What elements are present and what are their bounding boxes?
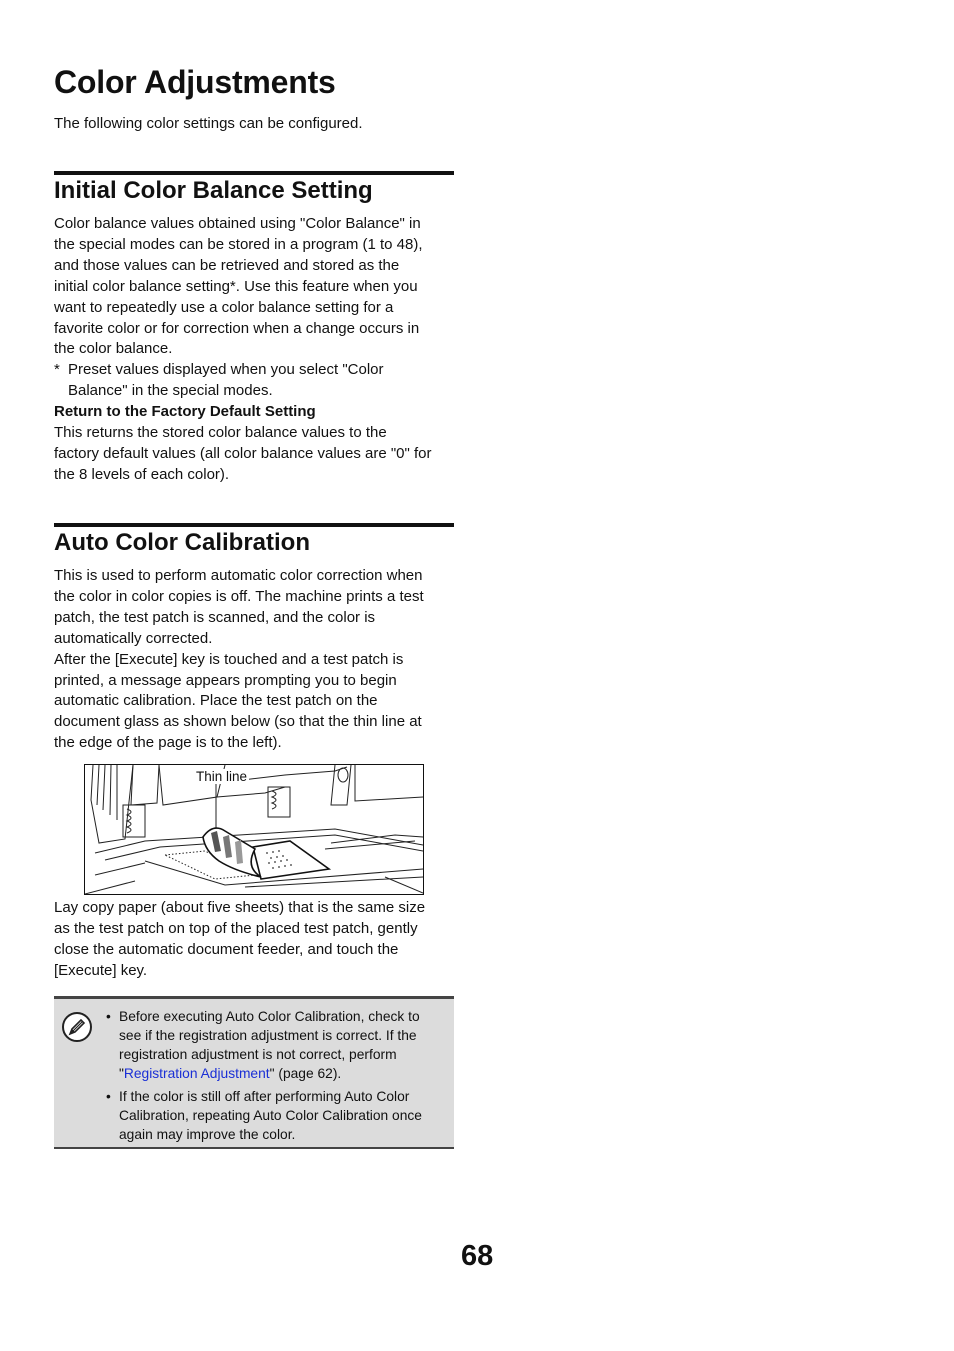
body-line: the edge of the page is to the left). xyxy=(54,734,282,752)
body-line: This returns the stored color balance values to the xyxy=(54,424,387,442)
document-glass-illustration xyxy=(84,764,424,895)
section-body-initial-color-balance xyxy=(54,214,454,486)
note-text: Before executing Auto Color Calibration, check to see if the registration adjustment is correct. If the registration adjustment is not correct, perform " xyxy=(119,1009,420,1081)
footnote xyxy=(54,360,454,402)
footnote-line: Balance" in the special modes. xyxy=(68,382,273,400)
body-line: automatic calibration. Place the test patch on the xyxy=(54,692,378,710)
note-list xyxy=(106,1007,442,1148)
body-line: automatically corrected. xyxy=(54,629,213,647)
footnote-line: Preset values displayed when you select "Color xyxy=(68,361,384,379)
body-line: This is used to perform automatic color correction when xyxy=(54,567,423,584)
body-line: the color balance. xyxy=(54,340,173,358)
body-line: the color in color copies is off. The machine prints a test xyxy=(54,587,424,605)
section-heading-auto-color-calibration: Auto Color Calibration xyxy=(54,529,310,556)
note-item xyxy=(106,1087,442,1144)
note-box xyxy=(54,996,454,1149)
subheading-factory-default: Return to the Factory Default Setting xyxy=(54,403,316,421)
intro-text: The following color settings can be configured. xyxy=(54,115,363,132)
section-rule xyxy=(54,523,454,527)
body-line: patch, the test patch is scanned, and the color is xyxy=(54,608,376,626)
body-line: as the test patch on top of the placed test patch, gently xyxy=(54,919,418,937)
section-body-auto-color-calibration xyxy=(54,566,454,754)
body-line: Color balance values obtained using "Color Balance" in xyxy=(54,215,421,232)
body-line: printed, a message appears prompting you to begin xyxy=(54,671,397,689)
body-line: the special modes can be stored in a program (1 to 48), xyxy=(54,235,423,253)
body-line: favorite color or for correction when a change occurs in xyxy=(54,319,420,337)
body-line: Lay copy paper (about five sheets) that is the same size xyxy=(54,899,426,916)
figure-label-thin-line: Thin line xyxy=(196,769,248,784)
note-item-text xyxy=(119,1007,442,1083)
body-line: close the automatic document feeder, and touch the xyxy=(54,940,399,958)
note-item xyxy=(106,1007,442,1083)
bullet: • xyxy=(106,1089,111,1104)
body-line: After the [Execute] key is touched and a test patch is xyxy=(54,650,404,668)
body-line: document glass as shown below (so that the thin line at xyxy=(54,713,422,731)
body-line: and those values can be retrieved and stored as the xyxy=(54,256,400,274)
pencil-note-icon xyxy=(61,1011,93,1043)
section-heading-initial-color-balance: Initial Color Balance Setting xyxy=(54,177,373,204)
body-line: factory default values (all color balance values are "0" for xyxy=(54,444,432,462)
body-line: the 8 levels of each color). xyxy=(54,465,230,483)
body-line: [Execute] key. xyxy=(54,961,148,979)
copier-line-drawing xyxy=(85,765,423,894)
body-line: want to repeatedly use a color balance setting for a xyxy=(54,298,394,316)
body-line: initial color balance setting*. Use this feature when you xyxy=(54,277,418,295)
section-body-after-figure xyxy=(54,898,454,982)
footnote-marker: * xyxy=(54,361,60,379)
registration-adjustment-link[interactable]: Registration Adjustment xyxy=(123,1066,270,1081)
page-title: Color Adjustments xyxy=(54,64,336,100)
bullet: • xyxy=(106,1009,111,1024)
note-item-text: If the color is still off after performing Auto Color Calibration, repeating Auto Color Calibration once again may improve the color. xyxy=(119,1089,422,1142)
section-rule xyxy=(54,171,454,175)
page-number: 68 xyxy=(461,1240,494,1272)
note-text: " (page 62). xyxy=(269,1066,342,1081)
